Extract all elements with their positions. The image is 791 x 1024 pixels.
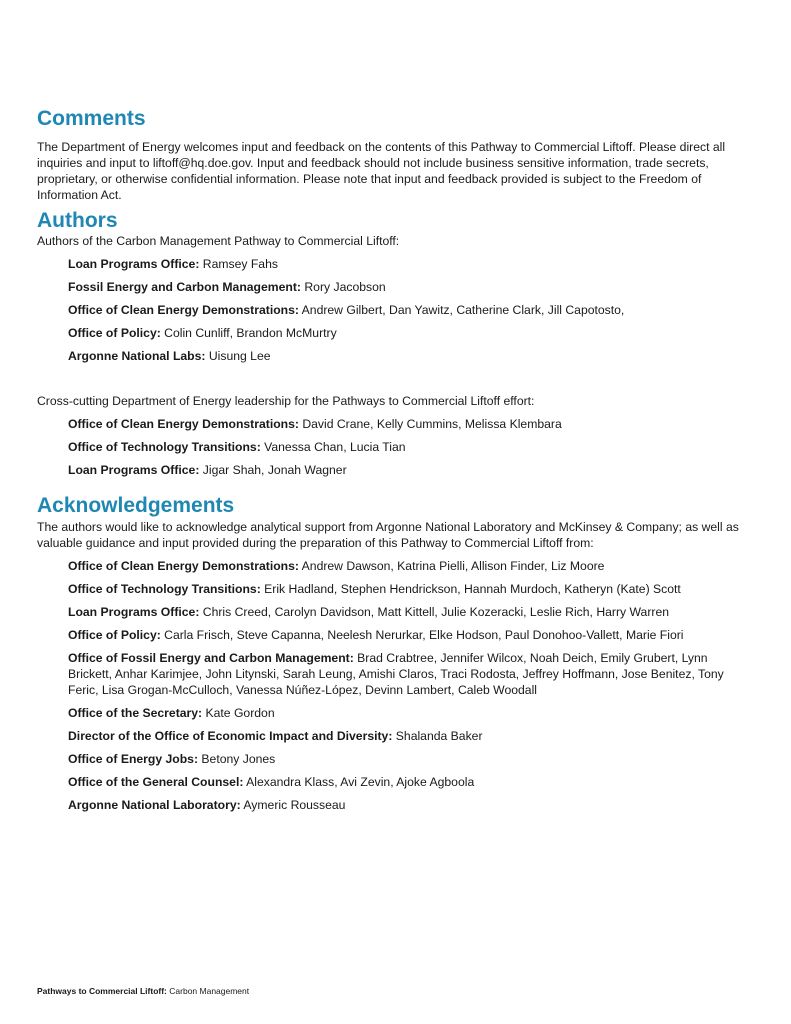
- list-item: [68, 348, 752, 364]
- list-item: [68, 439, 752, 455]
- list-item: [68, 279, 752, 295]
- org-label: Office of the Secretary:: [68, 706, 203, 720]
- names-text: Uisung Lee: [208, 349, 271, 363]
- list-item: [68, 797, 752, 813]
- list-item: [68, 774, 752, 790]
- org-label: Fossil Energy and Carbon Management:: [68, 280, 301, 294]
- acknowledgements-intro: The authors would like to acknowledge analytical support from Argonne National Laboratory and McKinsey & Company; as well as valuable guidance and input provided during the preparation of this Pathway to Commercial Liftoff from:: [37, 520, 739, 550]
- list-item: [68, 416, 752, 432]
- list-item: [68, 462, 752, 478]
- list-item: [68, 558, 752, 574]
- org-label: Loan Programs Office:: [68, 605, 200, 619]
- list-item: [68, 302, 752, 318]
- footer-report-title: Carbon Management: [169, 986, 250, 996]
- list-item: [68, 604, 752, 620]
- list-item: [68, 581, 752, 597]
- org-label: Argonne National Laboratory:: [68, 798, 241, 812]
- names-text: Betony Jones: [201, 752, 276, 766]
- names-text: Jigar Shah, Jonah Wagner: [202, 463, 347, 477]
- org-label: Loan Programs Office:: [68, 463, 200, 477]
- names-text: Andrew Gilbert, Dan Yawitz, Catherine Clark, Jill Capotosto,: [301, 303, 625, 317]
- acknowledgements-list: [68, 558, 752, 813]
- org-label: Argonne National Labs:: [68, 349, 206, 363]
- list-item: [68, 751, 752, 767]
- authors-intro: Authors of the Carbon Management Pathway to Commercial Liftoff:: [37, 234, 400, 248]
- authors-list: [68, 256, 752, 364]
- comments-heading: Comments: [37, 107, 146, 130]
- names-text: Colin Cunliff, Brandon McMurtry: [164, 326, 337, 340]
- org-label: Office of the General Counsel:: [68, 775, 244, 789]
- names-text: David Crane, Kelly Cummins, Melissa Klembara: [302, 417, 562, 431]
- org-label: Office of Clean Energy Demonstrations:: [68, 303, 299, 317]
- org-label: Office of Clean Energy Demonstrations:: [68, 559, 299, 573]
- names-text: Chris Creed, Carolyn Davidson, Matt Kittell, Julie Kozeracki, Leslie Rich, Harry Warren: [202, 605, 669, 619]
- document-page: [37, 107, 752, 813]
- org-label: Office of Policy:: [68, 326, 161, 340]
- names-text: Erik Hadland, Stephen Hendrickson, Hannah Murdoch, Katheryn (Kate) Scott: [264, 582, 681, 596]
- names-text: Carla Frisch, Steve Capanna, Neelesh Nerurkar, Elke Hodson, Paul Donohoo-Vallett, Marie Fiori: [164, 628, 684, 642]
- org-label: Office of Fossil Energy and Carbon Management:: [68, 651, 354, 665]
- names-text: Rory Jacobson: [304, 280, 386, 294]
- org-label: Director of the Office of Economic Impact and Diversity:: [68, 729, 393, 743]
- authors-heading: Authors: [37, 209, 118, 232]
- acknowledgements-heading: Acknowledgements: [37, 494, 235, 517]
- list-item: [68, 650, 752, 698]
- cross-cutting-list: [68, 416, 752, 478]
- names-text: Ramsey Fahs: [202, 257, 278, 271]
- org-label: Office of Clean Energy Demonstrations:: [68, 417, 299, 431]
- org-label: Office of Policy:: [68, 628, 161, 642]
- cross-cutting-intro: Cross-cutting Department of Energy leadership for the Pathways to Commercial Liftoff effort:: [37, 394, 535, 408]
- org-label: Office of Technology Transitions:: [68, 440, 261, 454]
- list-item: [68, 256, 752, 272]
- names-text: Vanessa Chan, Lucia Tian: [264, 440, 406, 454]
- footer-series-title: Pathways to Commercial Liftoff:: [37, 986, 167, 996]
- org-label: Loan Programs Office:: [68, 257, 200, 271]
- list-item: [68, 325, 752, 341]
- org-label: Office of Technology Transitions:: [68, 582, 261, 596]
- names-text: Alexandra Klass, Avi Zevin, Ajoke Agboola: [246, 775, 475, 789]
- comments-body: The Department of Energy welcomes input and feedback on the contents of this Pathway to Commercial Liftoff. Please direct all inquiries and input to liftoff@hq.doe.gov. Input and feedback should not include business sensitive information, trade secrets, proprietary, or otherwise confidential information. Please note that input and feedback provided is subject to the Freedom of Information Act.: [37, 140, 726, 202]
- page-footer: [37, 986, 249, 996]
- names-text: Andrew Dawson, Katrina Pielli, Allison Finder, Liz Moore: [301, 559, 605, 573]
- names-text: Aymeric Rousseau: [243, 798, 346, 812]
- list-item: [68, 728, 752, 744]
- list-item: [68, 627, 752, 643]
- names-text: Shalanda Baker: [395, 729, 483, 743]
- org-label: Office of Energy Jobs:: [68, 752, 199, 766]
- list-item: [68, 705, 752, 721]
- names-text: Brad Crabtree, Jennifer Wilcox, Noah Deich, Emily Grubert, Lynn Brickett, Anhar Karimjee, John Litynski, Sarah Leung, Amishi Claros, Traci Rodosta, Jeffrey Hoffmann, Jose Benitez, Tony Feric, Lisa Grogan-McCulloch, Vanessa Núñez-López, Devinn Lambert, Caleb Woodall: [68, 651, 724, 697]
- names-text: Kate Gordon: [205, 706, 275, 720]
